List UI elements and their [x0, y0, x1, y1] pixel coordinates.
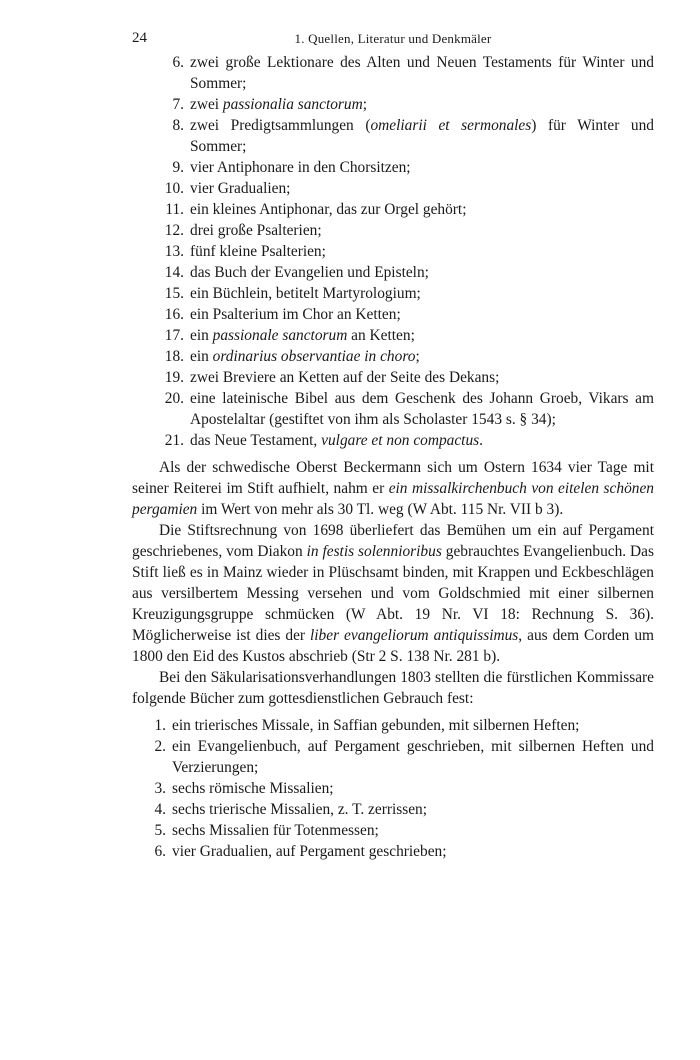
book-list-1 — [132, 52, 654, 451]
list-item: 3. sechs römische Missalien; — [154, 780, 334, 797]
page-header — [132, 30, 654, 52]
list-item: 19. zwei Breviere an Ketten auf der Seite des Dekans; — [164, 369, 500, 386]
running-title: 1. Quellen, Literatur und Denkmäler — [294, 31, 492, 46]
list-item: 8. zwei Predigtsammlungen (omeliarii et sermonales) für Winter und Sommer; — [172, 117, 654, 155]
list-item: 2. ein Evangelienbuch, auf Pergament geschrieben, mit silbernen Heften und Verzierungen; — [154, 738, 654, 776]
list-item: 11. ein kleines Antiphonar, das zur Orgel gehört; — [165, 201, 467, 218]
list-item: 1. ein trierisches Missale, in Saffian gebunden, mit silbernen Heften; — [154, 717, 580, 734]
list-item: 21. das Neue Testament, vulgare et non compactus. — [164, 432, 484, 449]
list-item: 7. zwei passionalia sanctorum; — [172, 96, 367, 113]
list-item: 6. vier Gradualien, auf Pergament geschrieben; — [154, 843, 447, 860]
page-number: 24 — [132, 30, 147, 46]
list-item: 13. fünf kleine Psalterien; — [164, 243, 326, 260]
list-item: 17. ein passionale sanctorum an Ketten; — [164, 327, 415, 344]
list-item: 5. sechs Missalien für Totenmessen; — [154, 822, 379, 839]
paragraph-saekularisation: Bei den Säkularisationsverhandlungen 1803 stellten die fürstlichen Kommissare folgende Bücher zum gottesdienstlichen Gebrauch fest: — [132, 669, 654, 707]
paragraph-stiftsrechnung: Die Stiftsrechnung von 1698 überliefert das Bemühen um ein auf Pergament geschriebenes, vom Diakon in festis solennioribus gebrauchtes Evangelienbuch. Das Stift ließ es in Mainz wieder in Plüschsamt binden, mit Krappen und Eckbeschlägen aus versilbertem Messing versehen und vom Goldschmied mit einer silbernen Kreuzigungsgruppe schmücken (W Abt. 19 Nr. VI 18: Rechnung S. 36). Möglicherweise ist dies der liber evangeliorum antiquissimus, aus dem Corden um 1800 den Eid des Kustos abschrieb (Str 2 S. 138 Nr. 281 b). — [132, 522, 654, 665]
list-item: 10. vier Gradualien; — [164, 180, 291, 197]
document-page — [132, 30, 654, 862]
paragraph-beckermann: Als der schwedische Oberst Beckermann sich um Ostern 1634 vier Tage mit seiner Reiterei im Stift aufhielt, nahm er ein missalkirchenbuch von eitelen schönen pergamien im Wert von mehr als 30 Tl. weg (W Abt. 115 Nr. VII b 3). — [132, 459, 654, 518]
list-item: 9. vier Antiphonare in den Chorsitzen; — [172, 159, 411, 176]
list-item: 14. das Buch der Evangelien und Episteln; — [164, 264, 429, 281]
list-item: 4. sechs trierische Missalien, z. T. zerrissen; — [154, 801, 428, 818]
list-item: 20. eine lateinische Bibel aus dem Geschenk des Johann Groeb, Vikars am Apostelaltar (gestiftet von ihm als Scholaster 1543 s. § 34); — [164, 390, 654, 428]
list-item: 12. drei große Psalterien; — [164, 222, 322, 239]
list-item: 16. ein Psalterium im Chor an Ketten; — [164, 306, 401, 323]
list-item: 15. ein Büchlein, betitelt Martyrologium; — [164, 285, 421, 302]
list-item: 18. ein ordinarius observantiae in choro; — [164, 348, 420, 365]
book-list-2 — [132, 715, 654, 862]
list-item: 6. zwei große Lektionare des Alten und Neuen Testaments für Winter und Sommer; — [172, 54, 654, 92]
